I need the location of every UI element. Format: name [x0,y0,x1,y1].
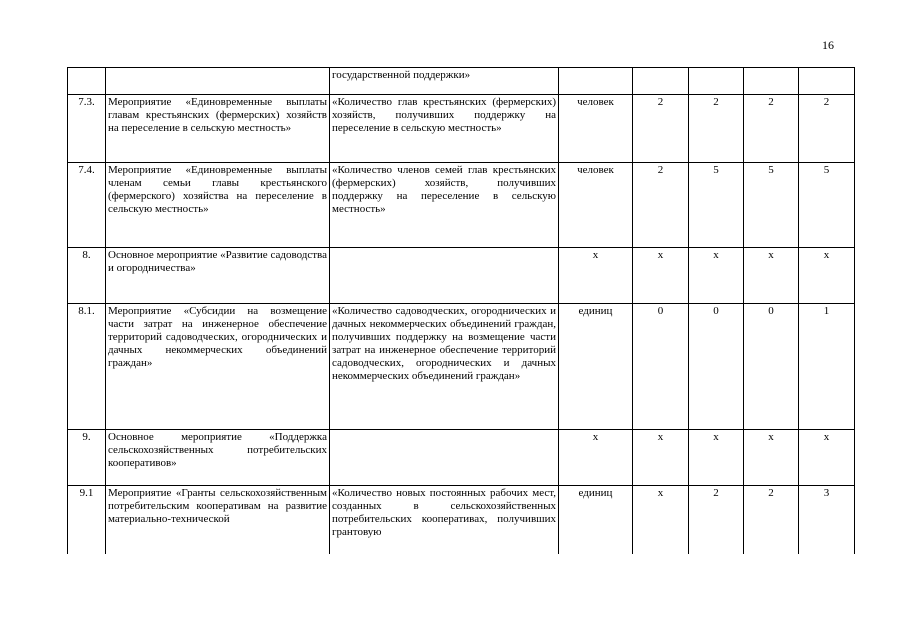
value-cell [689,68,744,95]
indicator-cell [330,248,559,304]
table-row [68,68,855,95]
value-cell: х [689,248,744,304]
value-cell [799,68,855,95]
indicators-table [67,67,855,554]
activity-cell: Мероприятие «Единовременные выплаты членам семьи главы крестьянского (фермерского) хозяйства на переселение в сельскую местность» [106,163,330,248]
indicator-cell: «Количество садоводческих, огороднических и дачных некоммерческих объединений граждан, получивших поддержку на возмещение части затрат на инженерное обеспечение территорий садоводческих, огороднических и дачных некоммерческих объединений граждан» [330,304,559,430]
row-number: 8.1. [68,304,106,430]
value-cell: 0 [633,304,689,430]
row-number: 9.1 [68,486,106,554]
value-cell: х [799,430,855,486]
value-cell: 2 [744,486,799,554]
row-number: 9. [68,430,106,486]
value-cell: 5 [744,163,799,248]
value-cell: х [744,430,799,486]
value-cell: 1 [799,304,855,430]
value-cell [744,68,799,95]
table-row [68,486,855,554]
table-row [68,95,855,163]
row-number: 8. [68,248,106,304]
indicator-cell: «Количество новых постоянных рабочих мест, созданных в сельскохозяйственных потребительских кооперативах, получивших грантовую [330,486,559,554]
unit-cell: х [559,248,633,304]
row-number: 7.4. [68,163,106,248]
activity-cell: Мероприятие «Субсидии на возмещение части затрат на инженерное обеспечение территорий садоводческих, огороднических и дачных некоммерческих объединений граждан» [106,304,330,430]
row-number [68,68,106,95]
value-cell: 5 [689,163,744,248]
value-cell: х [689,430,744,486]
activity-cell: Основное мероприятие «Развитие садоводства и огородничества» [106,248,330,304]
value-cell: 2 [633,95,689,163]
value-cell: 5 [799,163,855,248]
page-number: 16 [822,38,834,52]
indicator-cell [330,430,559,486]
unit-cell: человек [559,163,633,248]
value-cell: 0 [689,304,744,430]
value-cell: 2 [689,95,744,163]
table-row [68,304,855,430]
value-cell: х [633,430,689,486]
table-row [68,163,855,248]
value-cell: 2 [799,95,855,163]
value-cell: 2 [744,95,799,163]
indicator-cell: государственной поддержки» [330,68,559,95]
activity-cell: Мероприятие «Гранты сельскохозяйственным потребительским кооперативам на развитие материально-технической [106,486,330,554]
value-cell: х [633,248,689,304]
value-cell: 2 [633,163,689,248]
indicator-cell: «Количество членов семей глав крестьянских (фермерских) хозяйств, получивших поддержку на переселение в сельскую местность» [330,163,559,248]
unit-cell: человек [559,95,633,163]
unit-cell: единиц [559,304,633,430]
value-cell: 3 [799,486,855,554]
unit-cell [559,68,633,95]
activity-cell [106,68,330,95]
value-cell: х [799,248,855,304]
indicator-cell: «Количество глав крестьянских (фермерских) хозяйств, получивших поддержку на переселение в сельскую местность» [330,95,559,163]
table-row [68,430,855,486]
unit-cell: х [559,430,633,486]
activity-cell: Основное мероприятие «Поддержка сельскохозяйственных потребительских кооперативов» [106,430,330,486]
value-cell: х [633,486,689,554]
row-number: 7.3. [68,95,106,163]
value-cell: х [744,248,799,304]
activity-cell: Мероприятие «Единовременные выплаты главам крестьянских (фермерских) хозяйств на переселение в сельскую местность» [106,95,330,163]
value-cell: 0 [744,304,799,430]
value-cell [633,68,689,95]
value-cell: 2 [689,486,744,554]
unit-cell: единиц [559,486,633,554]
table-row [68,248,855,304]
